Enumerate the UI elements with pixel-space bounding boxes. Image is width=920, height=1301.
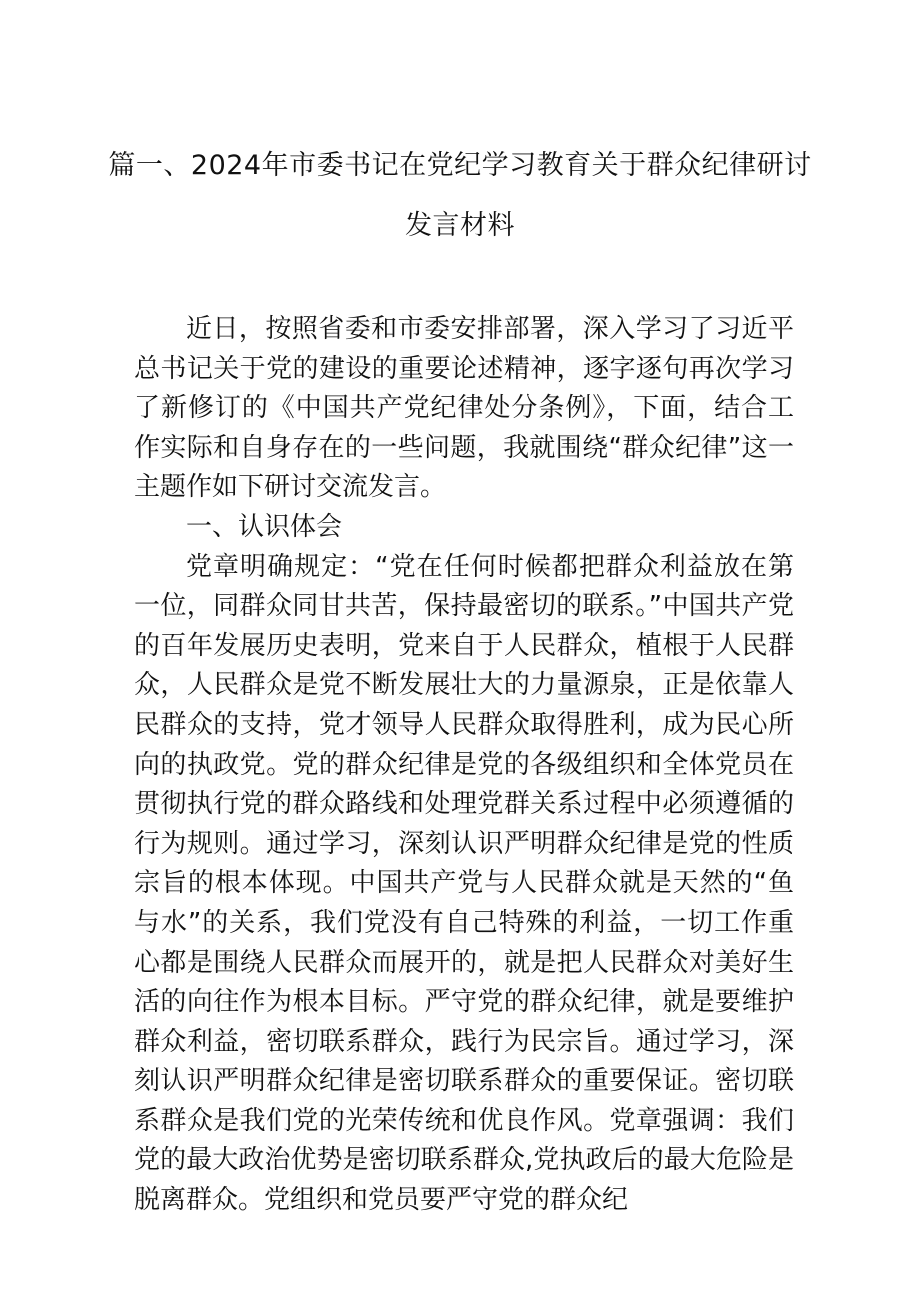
paragraph-intro: 近日，按照省委和市委安排部署，深入学习了习近平总书记关于党的建设的重要论述精神，逐字逐句再次学习了新修订的《中国共产党纪律处分条例》，下面，结合工作实际和自身存在的一些问题，我就围绕“群众纪律”这一主题作如下研讨交流发言。	[134, 314, 794, 503]
document-title-line-2: 发言材料	[405, 210, 515, 241]
paragraph-party-constitution: 党章明确规定：“党在任何时候都把群众利益放在第一位，同群众同甘共苦，保持最密切的联系。”中国共产党的百年发展历史表明，党来自于人民群众，植根于人民群众，人民群众是党不断发展壮大的力量源泉，正是依靠人民群众的支持，党才领导人民群众取得胜利，成为民心所向的执政党。党的群众纪律是党的各级组织和全体党员在贯彻执行党的群众路线和处理党群关系过程中必须遵循的行为规则。通过学习，深刻认识严明群众纪律是党的性质宗旨的根本体现。中国共产党与人民群众就是天然的“鱼与水”的关系，我们党没有自己特殊的利益，一切工作重心都是围绕人民群众而展开的，就是把人民群众对美好生活的向往作为根本目标。严守党的群众纪律，就是要维护群众利益，密切联系群众，践行为民宗旨。通过学习，深刻认识严明群众纪律是密切联系群众的重要保证。密切联系群众是我们党的光荣传统和优良作风。党章强调：我们党的最大政治优势是密切联系群众,党执政后的最大危险是脱离群众。党组织和党员要严守党的群众纪	[134, 551, 794, 1216]
document-title-line-1: 篇一、2024年市委书记在党纪学习教育关于群众纪律研讨	[108, 150, 812, 181]
section-heading-understanding: 一、认识体会	[186, 511, 343, 542]
document-body	[134, 310, 794, 1221]
